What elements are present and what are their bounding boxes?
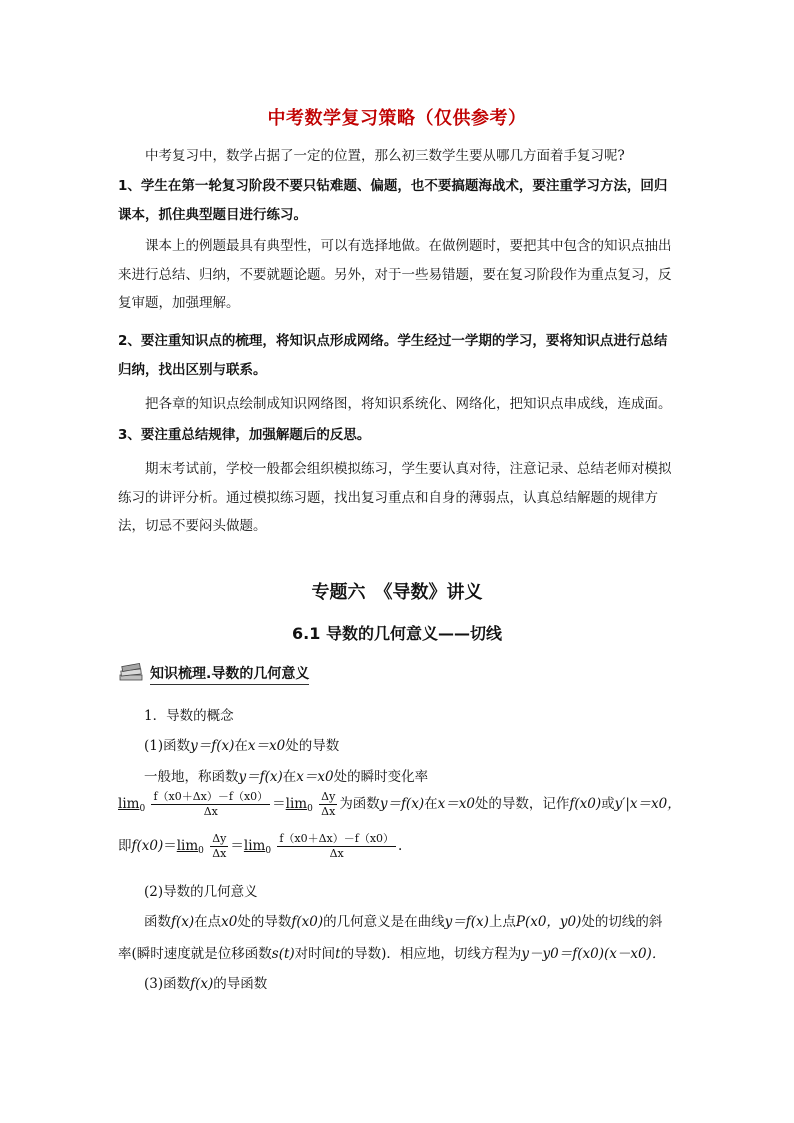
difference-quotient: $\frac{f(x0+\Delta x)-f(x0)}{\Delta x}$ <box>153 790 269 818</box>
section-label: 知识梳理.导数的几何意义 <box>150 663 309 685</box>
lecture-subtopic: 6.1 导数的几何意义——切线 <box>292 624 502 643</box>
point2-heading: 2、要注重知识点的梳理，将知识点形成网络。学生经过一学期的学习，要将知识点进行总结归纳，找出区别与联系。 <box>118 333 668 378</box>
books-icon <box>118 662 144 686</box>
general-definition: 一般地，称函数y＝f(x)在x＝x0处的瞬时变化率 <box>144 769 429 785</box>
point3-body: 期末考试前，学校一般都会组织模拟练习，学生要认真对待，注意记录、总结老师对模拟练习的讲评分析。通过模拟练习题，找出复习重点和自身的薄弱点，认真总结解题的规律方法，切忌不要闷头做题。 <box>118 461 672 534</box>
strategy-intro: 中考复习中，数学占据了一定的位置，那么初三数学生要从哪几方面着手复习呢? <box>145 148 625 164</box>
dy-dx-quotient-2: $\frac{\Delta y}{\Delta x}$ <box>212 832 227 860</box>
point2-body: 把各章的知识点绘制成知识网络图，将知识系统化、网络化，把知识点串成线，连成面。 <box>145 396 672 412</box>
limit-restatement: 即$f(x0)=\lim_0$ $\frac{\Delta y}{\Delta x}$ $=\lim_0$ $\frac{f(x0+\Delta x)-f(x0)}{\Delta x}$ . <box>118 832 403 860</box>
strategy-title: 中考数学复习策略（仅供参考） <box>267 108 527 129</box>
dy-dx-quotient: $\frac{\Delta y}{\Delta x}$ <box>321 790 336 818</box>
item-geometric-meaning: (2)导数的几何意义 <box>144 884 258 900</box>
item-derivative-concept: 1．导数的概念 <box>144 708 234 724</box>
item-derivative-function: (3)函数f(x)的导函数 <box>144 976 268 992</box>
point1-body: 课本上的例题最具有典型性，可以有选择地做。在做例题时，要把其中包含的知识点抽出来进行总结、归纳，不要就题论题。另外，对于一些易错题，要在复习阶段作为重点复习，反复审题，加强理解。 <box>118 238 672 311</box>
geometric-meaning-line1: 函数f(x)在点x0处的导数f(x0)的几何意义是在曲线y＝f(x)上点P(x0，y0)处的切线的斜 <box>144 914 663 930</box>
point1-heading: 1、学生在第一轮复习阶段不要只钻难题、偏题，也不要搞题海战术，要注重学习方法，回归课本，抓住典型题目进行练习。 <box>118 178 668 223</box>
lecture-topic: 专题六 《导数》讲义 <box>311 582 483 603</box>
difference-quotient-2: $\frac{f(x0+\Delta x)-f(x0)}{\Delta x}$ <box>279 832 395 860</box>
limit-definition: $\lim_0$ $\frac{f(x0+\Delta x)-f(x0)}{\Delta x}$ $=\lim_0$ $\frac{\Delta y}{\Delta x}$ 为函数y＝f(x)在x＝x0处的导数，记作f(x0)或y′|x＝x0， <box>118 790 681 818</box>
geometric-meaning-line2: 率(瞬时速度就是位移函数s(t)对时间t的导数)．相应地，切线方程为y－y0＝f(x0)(x－x0)． <box>118 946 666 962</box>
section-tag <box>118 662 309 686</box>
point3-heading: 3、要注重总结规律，加强解题后的反思。 <box>118 427 371 443</box>
item-derivative-at-point: (1)函数y＝f(x)在x＝x0处的导数 <box>144 738 340 754</box>
